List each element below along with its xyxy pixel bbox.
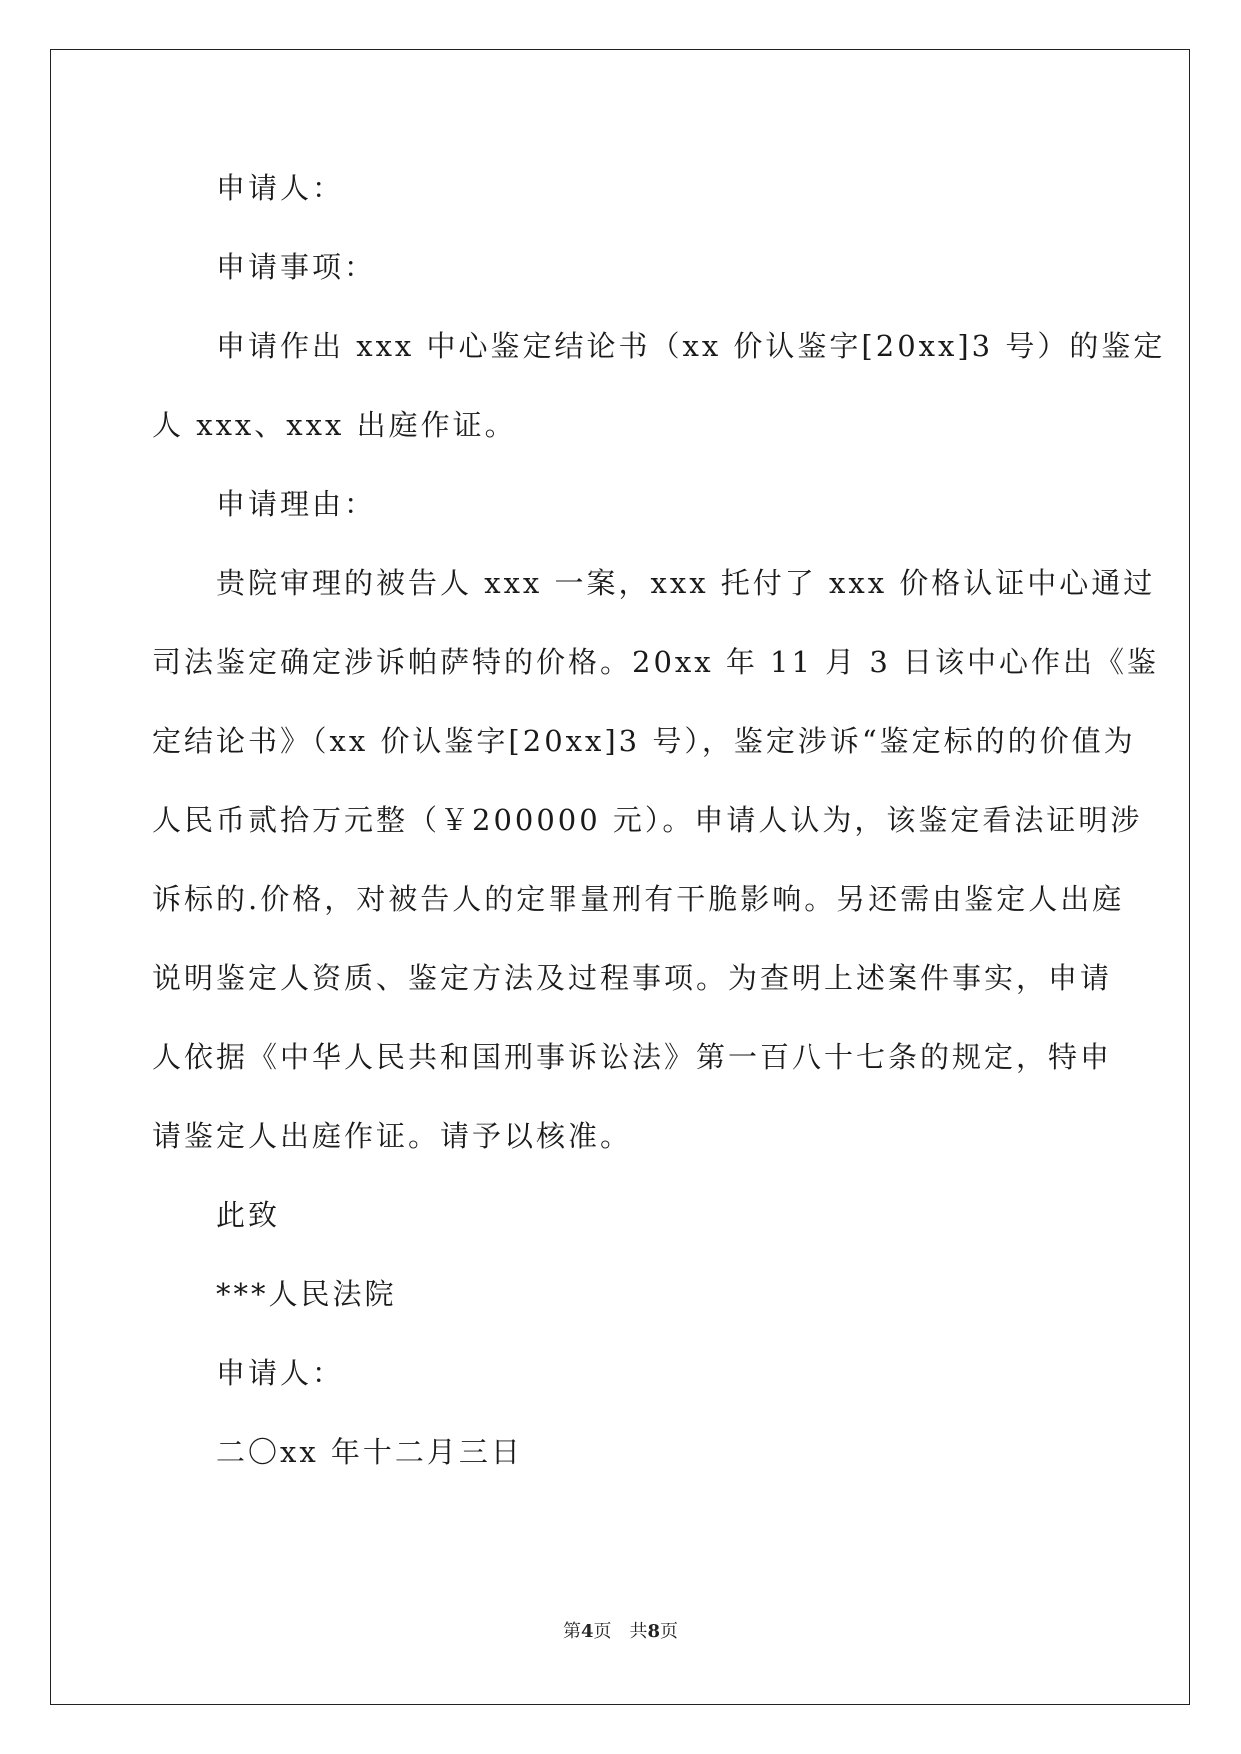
paragraph-line: 贵院审理的被告人 xxx 一案，xxx 托付了 xxx 价格认证中心通过 [216, 566, 1156, 600]
salutation: 此致 [216, 1198, 281, 1232]
signature-applicant-label: 申请人： [216, 1356, 345, 1390]
paragraph-line: 人 xxx、xxx 出庭作证。 [152, 408, 517, 442]
request-reasons-heading: 申请理由： [216, 487, 377, 521]
footer-total-suffix: 页 [660, 1621, 679, 1642]
paragraph-line: 请鉴定人出庭作证。请予以核准。 [152, 1119, 633, 1153]
paragraph-line: 定结论书》（xx 价认鉴字[20xx]3 号），鉴定涉诉“鉴定标的的价值为 [152, 724, 1136, 758]
paragraph-line: 说明鉴定人资质、鉴定方法及过程事项。为查明上述案件事实，申请 [152, 961, 1113, 995]
footer-page-prefix: 第 [562, 1621, 581, 1642]
footer-page-total: 8 [647, 1621, 661, 1642]
page-footer [0, 1620, 1241, 1644]
footer-page-suffix: 页 [593, 1621, 612, 1642]
court-name: ***人民法院 [216, 1277, 397, 1311]
applicant-label: 申请人： [216, 171, 345, 205]
paragraph-line: 诉标的.价格，对被告人的定罪量刑有干脆影响。另还需由鉴定人出庭 [152, 882, 1125, 916]
date-line: 二〇xx 年十二月三日 [216, 1435, 523, 1469]
footer-page-current: 4 [580, 1621, 594, 1642]
footer-total-prefix: 共 [629, 1621, 648, 1642]
paragraph-line: 申请作出 xxx 中心鉴定结论书（xx 价认鉴字[20xx]3 号）的鉴定 [216, 329, 1166, 363]
request-items-heading: 申请事项： [216, 250, 377, 284]
paragraph-line: 司法鉴定确定涉诉帕萨特的价格。20xx 年 11 月 3 日该中心作出《鉴 [152, 645, 1160, 679]
paragraph-line: 人民币贰拾万元整（￥200000 元）。申请人认为，该鉴定看法证明涉 [152, 803, 1143, 837]
paragraph-line: 人依据《中华人民共和国刑事诉讼法》第一百八十七条的规定，特申 [152, 1040, 1113, 1074]
